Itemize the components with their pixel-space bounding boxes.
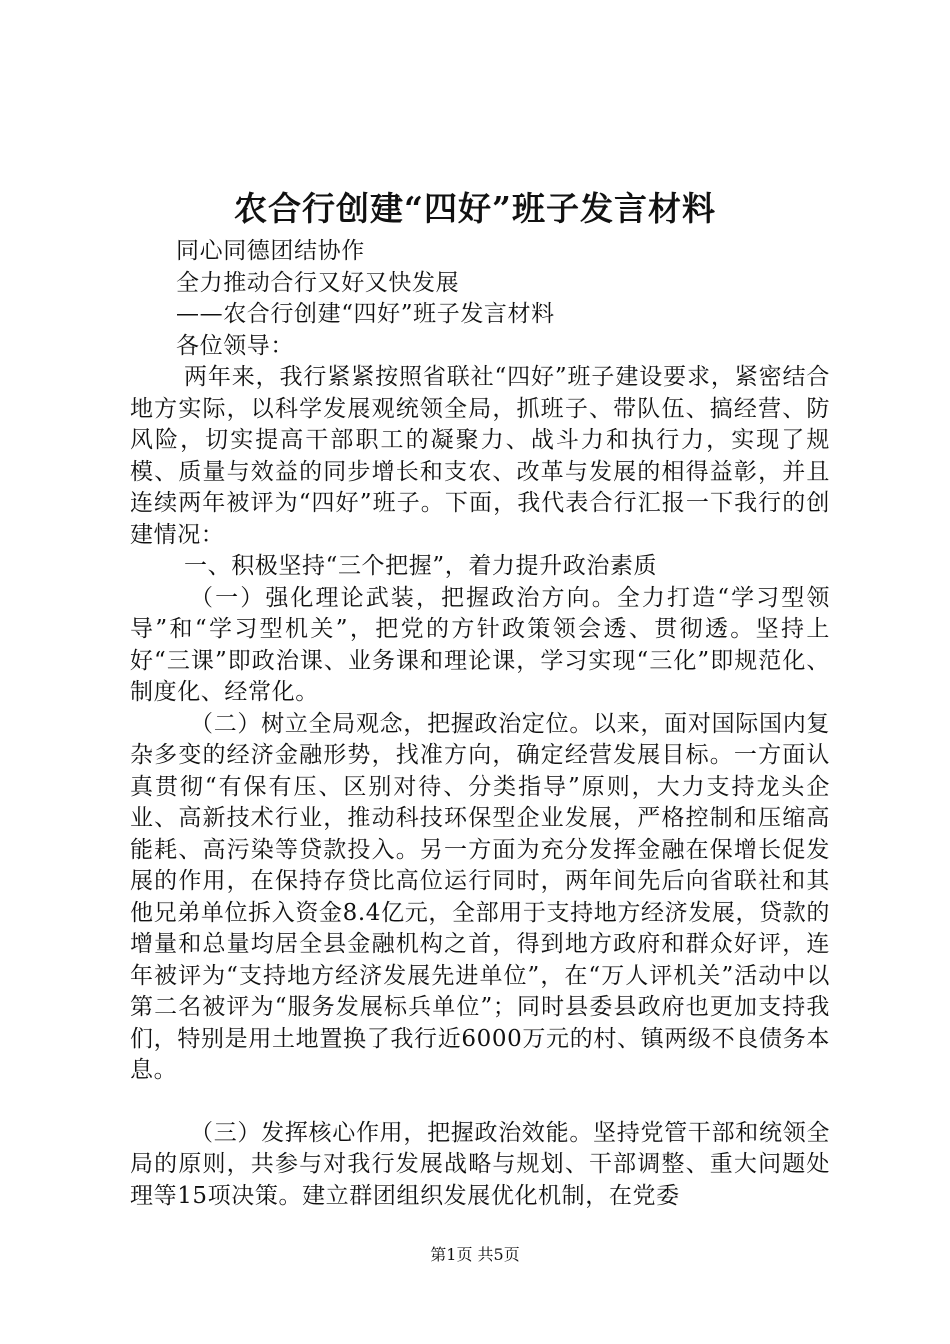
subtitle-line-2: 全力推动合行又好又快发展 [176,269,460,296]
document-title: 农合行创建“四好”班子发言材料 [234,189,716,228]
salutation: 各位领导： [176,332,294,359]
paragraph-section-1-1: （一）强化理论武装，把握政治方向。全力打造“学习型领导”和“学习型机关”，把党的方针政策领会透、贯彻透。坚持上好“三课”即政治课、业务课和理论课，学习实现“三化”即规范化、制度化、经常化。 [130,584,830,705]
section-heading-1: 一、积极坚持“三个把握”，着力提升政治素质 [184,553,658,579]
subtitle-line-1: 同心同德团结协作 [176,238,365,264]
subtitle-line-3: ——农合行创建“四好”班子发言材料 [176,301,555,327]
document-body [130,236,830,1212]
paragraph-section-1-2: （二）树立全局观念，把握政治定位。以来，面对国际国内复杂多变的经济金融形势，找准方向，确定经营发展目标。一方面认真贯彻“有保有压、区别对待、分类指导”原则，大力支持龙头企业、高新技术行业，推动科技环保型企业发展，严格控制和压缩高能耗、高污染等贷款投入。另一方面为充分发挥金融在保增长促发展的作用，在保持存贷比高位运行同时，两年间先后向省联社和其他兄弟单位拆入资金8.4亿元，全部用于支持地方经济发展，贷款的增量和总量均居全县金融机构之首，得到地方政府和群众好评，连年被评为“支持地方经济发展先进单位”，在“万人评机关”活动中以第二名被评为“服务发展标兵单位”；同时县委县政府也更加支持我们，特别是用土地置换了我行近6000万元的村、镇两级不良债务本息。 [130,710,830,1083]
page-footer: 第1页 共5页 [430,1245,520,1264]
paragraph-section-1-3: （三）发挥核心作用，把握政治效能。坚持党管干部和统领全局的原则，共参与对我行发展战略与规划、干部调整、重大问题处理等15项决策。建立群团组织发展优化机制，在党委 [130,1119,830,1209]
paragraph-intro: 两年来，我行紧紧按照省联社“四好”班子建设要求，紧密结合地方实际，以科学发展观统领全局，抓班子、带队伍、搞经营、防风险，切实提高干部职工的凝聚力、战斗力和执行力，实现了规模、质量与效益的同步增长和支农、改革与发展的相得益彰，并且连续两年被评为“四好”班子。下面，我代表合行汇报一下我行的创建情况： [130,364,830,548]
